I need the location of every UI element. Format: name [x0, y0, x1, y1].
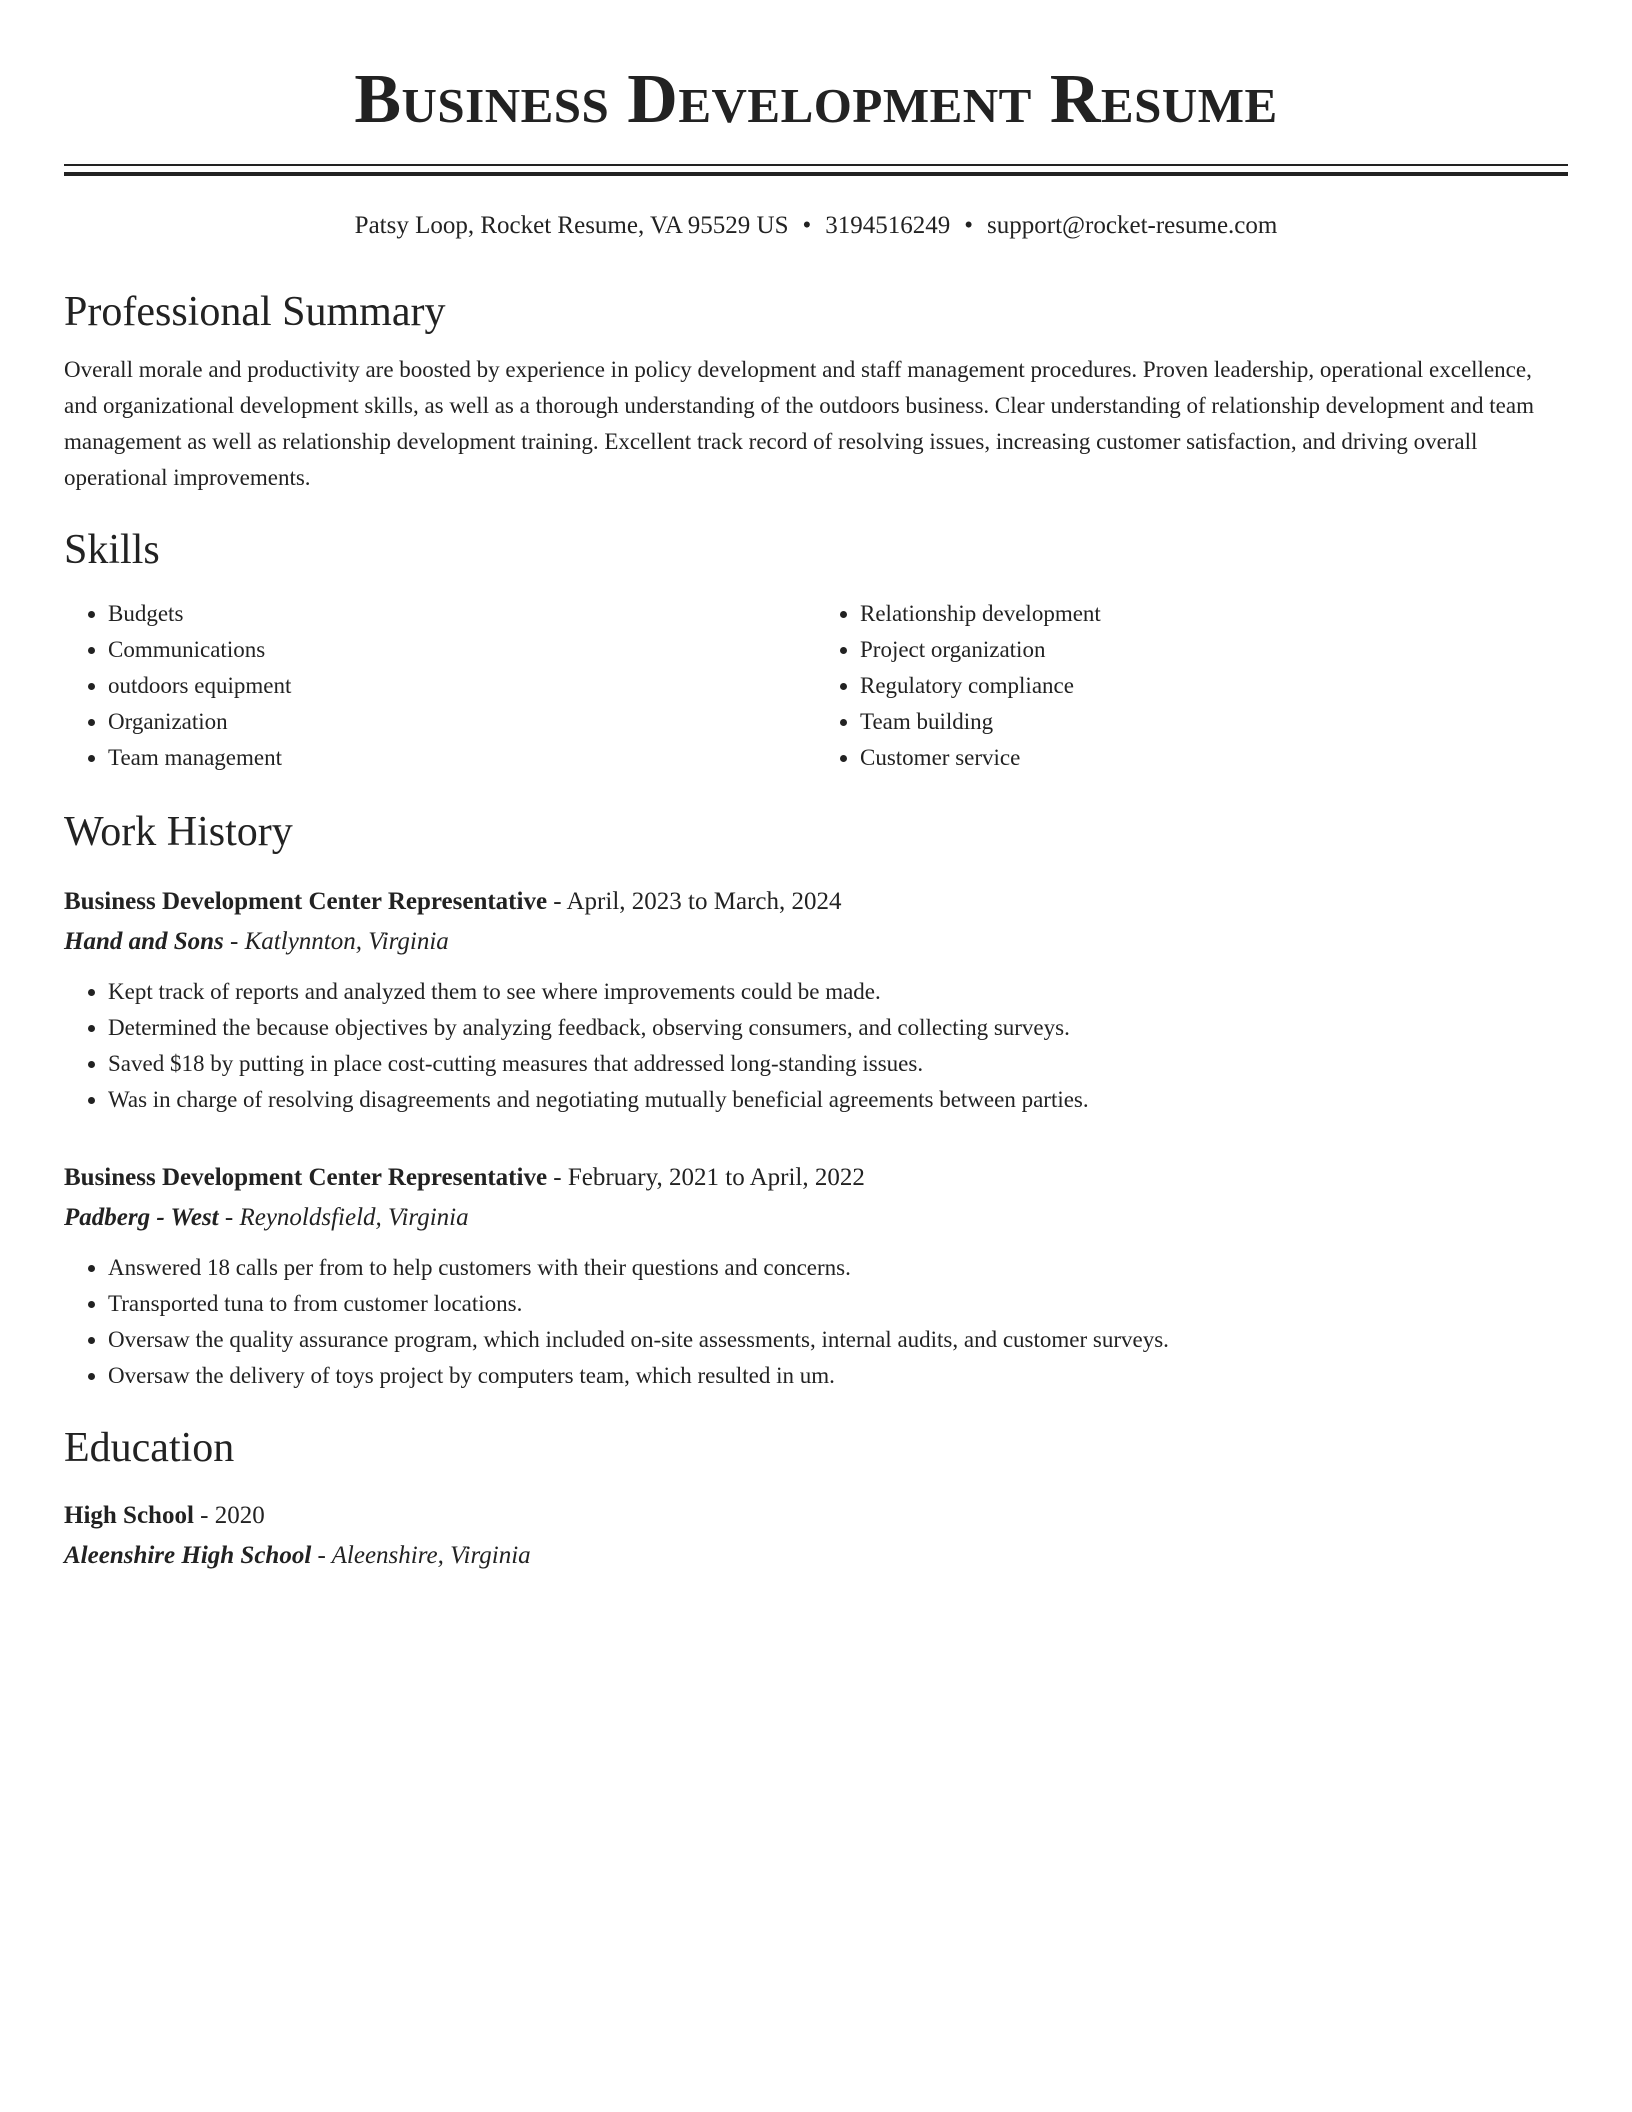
education-year: 2020	[214, 1502, 265, 1529]
skill-item: • Communications	[108, 632, 816, 668]
contact-separator: •	[964, 212, 974, 239]
job-dates: February, 2021 to April, 2022	[567, 1164, 865, 1191]
company-line	[64, 922, 1568, 962]
contact-separator: •	[802, 212, 812, 239]
work-history-heading: Work History	[64, 809, 293, 855]
dash-separator: -	[193, 1502, 215, 1529]
company-name: Padberg - West	[64, 1204, 219, 1231]
skill-item: • Organization	[108, 704, 816, 740]
company-location: Reynoldsfield, Virginia	[239, 1204, 469, 1231]
duty-item: • Kept track of reports and analyzed them to see where improvements could be made.	[108, 974, 1568, 1010]
dash-separator: -	[311, 1542, 332, 1569]
skill-item: • Relationship development	[860, 596, 1568, 632]
skill-item: • outdoors equipment	[108, 668, 816, 704]
job-title-line	[64, 882, 1568, 922]
duty-item: • Answered 18 calls per from to help customers with their questions and concerns.	[108, 1250, 1568, 1286]
school-name: Aleenshire High School	[64, 1542, 312, 1569]
duty-item: • Oversaw the delivery of toys project by computers team, which resulted in um.	[108, 1358, 1568, 1394]
education-degree-line	[64, 1496, 1568, 1536]
education-heading: Education	[64, 1425, 235, 1471]
summary-text: Overall morale and productivity are boosted by experience in policy development and staff management procedures. Proven leadership, operational excellence, and organizational development skills, as well as a thorough understanding of the outdoors business. Clear understanding of relationship development and team management as well as relationship development training. Excellent track record of resolving issues, increasing customer satisfaction, and driving overall operational improvements.	[64, 357, 1534, 490]
skill-item: • Regulatory compliance	[860, 668, 1568, 704]
job-title: Business Development Center Representative	[64, 1164, 548, 1191]
title-divider-thin	[64, 164, 1568, 166]
education-entry	[64, 1496, 1568, 1576]
job-title-line	[64, 1158, 1568, 1198]
skill-item: • Customer service	[860, 740, 1568, 776]
contact-line	[64, 210, 1568, 242]
dash-separator: -	[547, 888, 567, 915]
duty-item: • Determined the because objectives by analyzing feedback, observing consumers, and collecting surveys.	[108, 1010, 1568, 1046]
skill-item: • Team building	[860, 704, 1568, 740]
company-line	[64, 1198, 1568, 1238]
job-entry	[64, 882, 1568, 1118]
dash-separator: -	[223, 928, 245, 955]
job-dates: April, 2023 to March, 2024	[566, 888, 842, 915]
skills-grid	[64, 596, 1568, 776]
dash-separator: -	[218, 1204, 240, 1231]
education-degree: High School	[64, 1502, 194, 1529]
skills-list-right	[816, 596, 1568, 776]
duty-item: • Oversaw the quality assurance program, which included on-site assessments, internal audits, and customer surveys.	[108, 1322, 1568, 1358]
skills-heading: Skills	[64, 527, 160, 573]
duty-item: • Transported tuna to from customer locations.	[108, 1286, 1568, 1322]
contact-address: Patsy Loop, Rocket Resume, VA 95529 US	[354, 212, 789, 239]
job-title: Business Development Center Representative	[64, 888, 548, 915]
skills-list-left	[64, 596, 816, 776]
duty-list	[64, 1250, 1568, 1394]
company-location: Katlynnton, Virginia	[244, 928, 449, 955]
duty-list	[64, 974, 1568, 1118]
skill-item: • Budgets	[108, 596, 816, 632]
dash-separator: -	[547, 1164, 568, 1191]
school-line	[64, 1536, 1568, 1576]
contact-email: support@rocket-resume.com	[987, 212, 1278, 239]
duty-item: • Was in charge of resolving disagreements and negotiating mutually beneficial agreements between parties.	[108, 1082, 1568, 1118]
company-name: Hand and Sons	[64, 928, 224, 955]
title-divider-thick	[64, 172, 1568, 176]
summary-heading: Professional Summary	[64, 289, 446, 335]
school-location: Aleenshire, Virginia	[331, 1542, 531, 1569]
contact-phone: 3194516249	[825, 212, 951, 239]
skill-item: • Team management	[108, 740, 816, 776]
job-entry	[64, 1158, 1568, 1394]
skill-item: • Project organization	[860, 632, 1568, 668]
duty-item: • Saved $18 by putting in place cost-cutting measures that addressed long-standing issues.	[108, 1046, 1568, 1082]
resume-title: Business Development Resume	[354, 61, 1278, 138]
